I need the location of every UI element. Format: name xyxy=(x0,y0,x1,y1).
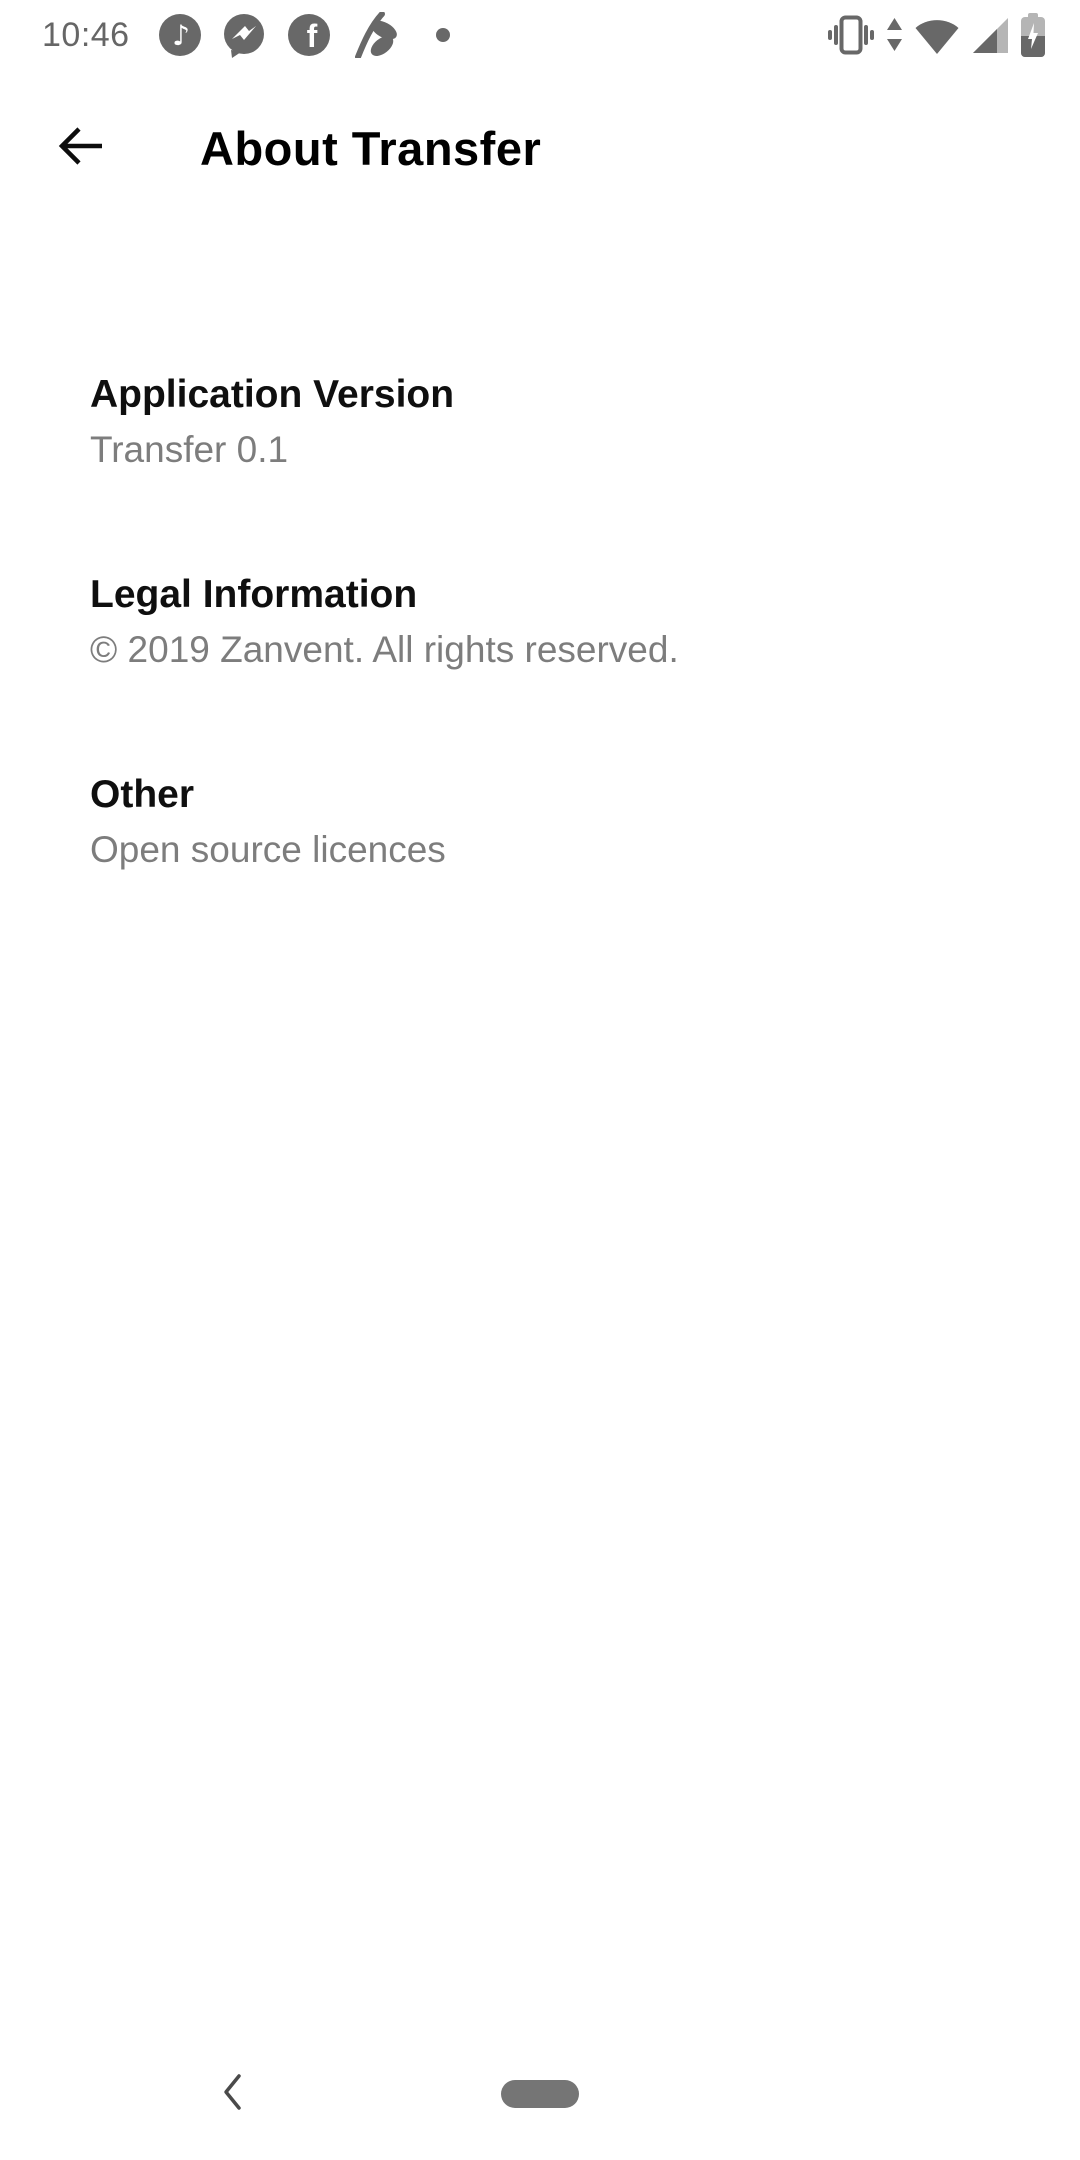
nav-back-button[interactable] xyxy=(222,2073,244,2116)
section-legal-information xyxy=(90,572,1020,672)
status-bar[interactable] xyxy=(0,0,1080,64)
svg-text:♪: ♪ xyxy=(171,19,190,52)
wifi-icon xyxy=(914,15,960,55)
overflow-dot-icon xyxy=(435,27,451,43)
section-other xyxy=(90,772,1020,872)
telenor-icon xyxy=(351,12,401,58)
page-title: About Transfer xyxy=(200,121,542,175)
music-note-icon xyxy=(158,13,202,57)
section-label: Application Version xyxy=(90,373,455,416)
vibrate-icon xyxy=(827,13,875,57)
cell-signal-icon xyxy=(971,16,1009,54)
section-label: Other xyxy=(90,773,195,817)
section-application-version xyxy=(90,372,1020,472)
status-icons xyxy=(827,13,1046,57)
back-button[interactable] xyxy=(50,118,110,178)
svg-text:f: f xyxy=(306,18,317,54)
notification-icons xyxy=(158,12,451,58)
messenger-icon xyxy=(222,13,267,58)
navigation-bar xyxy=(0,2040,1080,2160)
chevron-left-icon xyxy=(222,2098,244,2115)
battery-charging-icon xyxy=(1020,13,1046,57)
section-value: © 2019 Zanvent. All rights reserved. xyxy=(90,628,679,670)
status-time: 10:46 xyxy=(42,15,130,54)
open-source-licences-link[interactable]: Open source licences xyxy=(90,829,446,871)
section-value: Transfer 0.1 xyxy=(90,428,289,470)
data-updown-arrows-icon xyxy=(886,18,903,52)
app-bar xyxy=(0,94,1080,202)
arrow-left-icon xyxy=(52,118,108,179)
home-pill[interactable] xyxy=(501,2080,579,2108)
section-label: Legal Information xyxy=(90,573,418,617)
facebook-icon xyxy=(287,13,331,57)
about-sections xyxy=(90,372,1020,973)
